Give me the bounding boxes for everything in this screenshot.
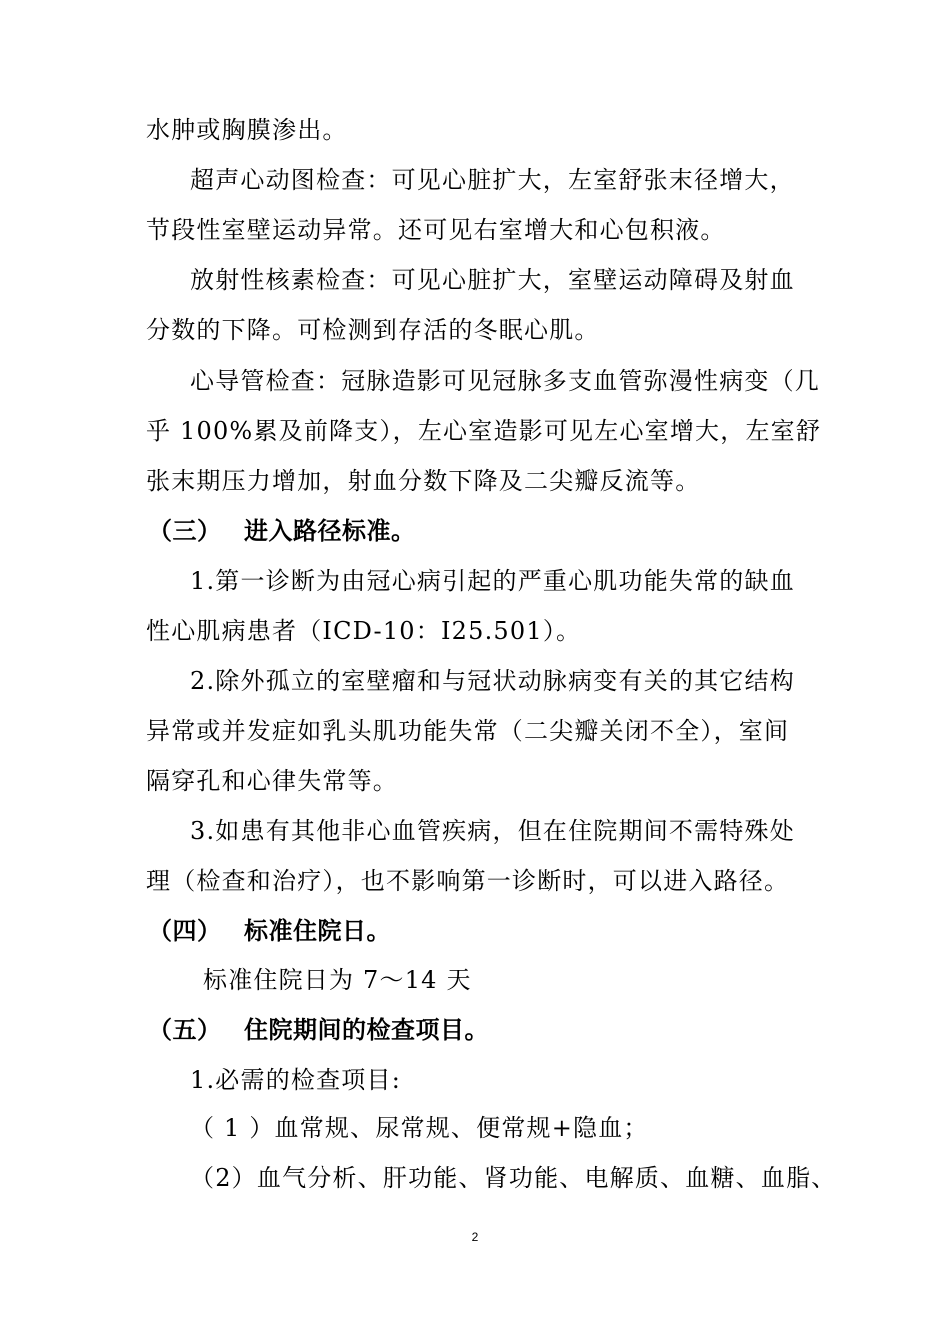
section-heading xyxy=(148,516,416,546)
paragraph-line: 节段性室壁运动异常。还可见右室增大和心包积液。 xyxy=(146,216,726,244)
paragraph-line: 2.除外孤立的室壁瘤和与冠状动脉病变有关的其它结构 xyxy=(190,667,795,695)
paragraph-line: 3.如患有其他非心血管疾病，但在住院期间不需特殊处 xyxy=(190,817,795,845)
paragraph-line: 水肿或胸膜渗出。 xyxy=(146,116,348,144)
section-heading-text: 住院期间的检查项目。 xyxy=(244,1016,489,1044)
paragraph-line: 1.第一诊断为由冠心病引起的严重心肌功能失常的缺血 xyxy=(190,567,795,595)
paragraph-line: 异常或并发症如乳头肌功能失常（二尖瓣关闭不全），室间 xyxy=(146,717,790,745)
page-number: 2 xyxy=(471,1230,479,1244)
paragraph-line: 张末期压力增加，射血分数下降及二尖瓣反流等。 xyxy=(146,467,701,495)
paragraph-line: 1.必需的检查项目: xyxy=(190,1066,401,1094)
paragraph-line: （ 1 ）血常规、尿常规、便常规+隐血； xyxy=(190,1114,649,1142)
paragraph-line: 放射性核素检查：可见心脏扩大，室壁运动障碍及射血 xyxy=(190,266,795,294)
section-heading-number: （五） xyxy=(148,1016,222,1044)
section-heading-text: 进入路径标准。 xyxy=(244,517,416,545)
section-heading xyxy=(148,1015,489,1045)
section-heading-number: （四） xyxy=(148,917,222,945)
paragraph-line: 超声心动图检查：可见心脏扩大，左室舒张末径增大， xyxy=(190,166,795,194)
section-heading xyxy=(148,916,391,946)
paragraph-line: 乎 100%累及前降支），左心室造影可见左心室增大，左室舒 xyxy=(146,417,822,445)
paragraph-line: 隔穿孔和心律失常等。 xyxy=(146,767,398,795)
section-heading-number: （三） xyxy=(148,517,222,545)
paragraph-line: 心导管检查：冠脉造影可见冠脉多支血管弥漫性病变（几 xyxy=(190,367,820,395)
paragraph-line: （2）血气分析、肝功能、肾功能、电解质、血糖、血脂、 xyxy=(190,1164,837,1192)
paragraph-line: 标准住院日为 7～14 天 xyxy=(203,966,472,994)
paragraph-line: 理（检查和治疗），也不影响第一诊断时，可以进入路径。 xyxy=(146,867,790,895)
section-heading-text: 标准住院日。 xyxy=(244,917,391,945)
paragraph-line: 分数的下降。可检测到存活的冬眠心肌。 xyxy=(146,316,600,344)
paragraph-line: 性心肌病患者（ICD-10：I25.501）。 xyxy=(146,617,582,645)
